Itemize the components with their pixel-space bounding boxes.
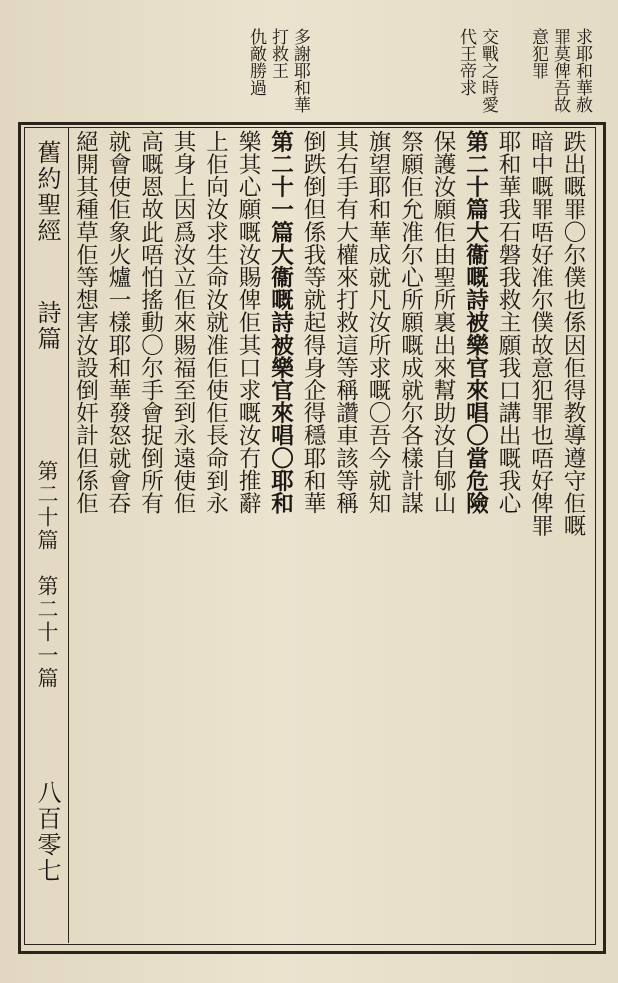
margin-note-line: 意犯罪: [528, 28, 548, 79]
margin-note-line: 罪莫俾吾故: [550, 28, 570, 113]
book-title: 舊約聖經: [33, 140, 61, 244]
chapter-range: 第二十篇 第二十一篇: [35, 460, 59, 690]
running-head-rule: [68, 127, 69, 943]
margin-note-line: 代王帝求: [456, 28, 476, 96]
margin-note-5: [240, 28, 310, 118]
text-column: 保護汝願佢由聖所裏出來幫助汝自郇山: [430, 130, 456, 515]
text-column: 倒跌倒但係我等就起得身企得穩耶和華: [300, 130, 326, 515]
margin-note-line: 求耶和華赦: [572, 28, 592, 113]
text-column: 就會使佢象火爐一樣耶和華發怒就會吞: [105, 130, 131, 515]
psalm-21-heading-column: 第二十一篇大衞嘅詩被樂官來唱〇耶和: [267, 130, 294, 515]
section-title: 詩篇: [33, 300, 61, 352]
text-column: 樂其心願嘅汝賜俾佢其口求嘅汝冇推辭: [235, 130, 261, 515]
running-head: [28, 140, 66, 930]
margin-note-line: 多謝耶和華: [290, 28, 310, 113]
text-column: 暗中嘅罪唔好准尔僕故意犯罪也唔好俾罪: [527, 130, 554, 537]
margin-note-3: [428, 28, 498, 118]
text-column: 耶和華我石磐我救主願我口講出嘅我心: [495, 130, 521, 515]
margin-note-1: [522, 28, 592, 118]
text-column: 高嘅恩故此唔怕搖動〇尔手會捉倒所有: [137, 130, 164, 515]
margin-note-line: 交戰之時愛: [478, 28, 498, 113]
text-column: 祭願佢允准尔心所願嘅成就尔各樣計謀: [397, 130, 424, 515]
text-column: 其右手有大權來打救這等稱讚車該等稱: [332, 130, 359, 515]
margin-note-line: 打救王: [268, 28, 288, 79]
text-column: 跌出嘅罪〇尔僕也係因佢得教導遵守佢嘅: [560, 130, 586, 537]
text-column: 上佢向汝求生命汝就准佢使佢長命到永: [202, 130, 229, 515]
text-column: 絕開其種草佢等想害汝設倒奸計但係佢: [72, 130, 99, 515]
margin-note-line: 仇敵勝過: [246, 28, 266, 96]
main-text: [70, 130, 590, 938]
psalm-20-heading-column: 第二十篇大衞嘅詩被樂官來唱〇當危險: [462, 130, 489, 515]
text-column: 其身上因爲汝立佢來賜福至到永遠使佢: [170, 130, 196, 515]
text-column: 旗望耶和華成就凡汝所求嘅〇吾今就知: [365, 130, 391, 515]
page-number: 八百零七: [33, 780, 61, 884]
